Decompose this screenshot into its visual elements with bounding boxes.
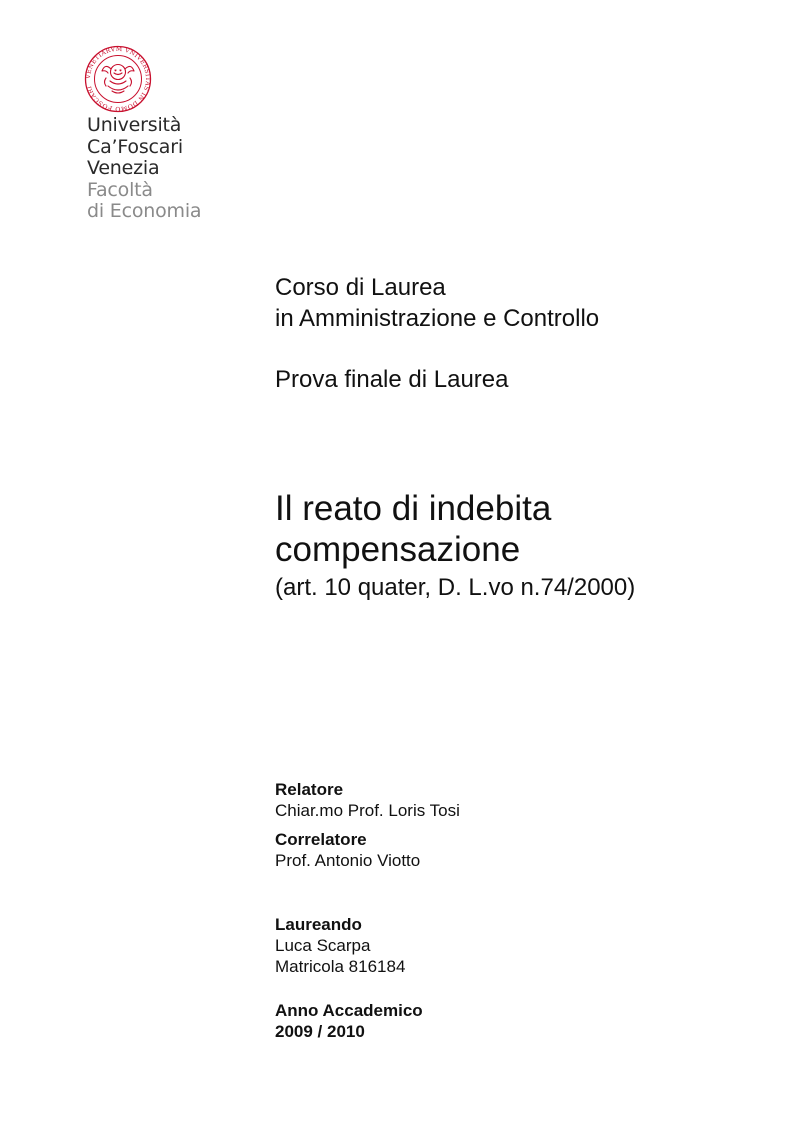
course-line-1: Corso di Laurea bbox=[275, 274, 446, 301]
university-line-1: Università bbox=[87, 114, 182, 136]
correlatore-name: Prof. Antonio Viotto bbox=[275, 851, 421, 870]
thesis-subtitle: (art. 10 quater, D. L.vo n.74/2000) bbox=[275, 574, 636, 601]
relatore-label: Relatore bbox=[275, 780, 344, 799]
thesis-title bbox=[275, 488, 551, 570]
anno-label: Anno Accademico bbox=[275, 1001, 423, 1020]
laureando-block bbox=[275, 914, 405, 977]
university-line-2: Ca’Foscari bbox=[87, 135, 183, 158]
correlatore-label: Correlatore bbox=[275, 830, 367, 849]
university-seal-icon bbox=[84, 45, 152, 113]
prova-finale: Prova finale di Laurea bbox=[275, 366, 509, 393]
relatore-name: Chiar.mo Prof. Loris Tosi bbox=[275, 801, 460, 820]
seal-text: VENETIARVM VNIVERSITAS IN DOMO FOSCARI bbox=[84, 45, 152, 113]
anno-value: 2009 / 2010 bbox=[275, 1022, 365, 1041]
thesis-title-line-2: compensazione bbox=[275, 530, 521, 569]
relatore-block bbox=[275, 779, 460, 821]
laureando-label: Laureando bbox=[275, 915, 362, 934]
university-line-3: Venezia bbox=[87, 157, 160, 179]
course-block bbox=[275, 272, 599, 334]
laureando-matricola: Matricola 816184 bbox=[275, 957, 406, 976]
thesis-title-line-1: Il reato di indebita bbox=[275, 489, 552, 528]
laureando-name: Luca Scarpa bbox=[275, 936, 371, 955]
faculty-line-2: di Economia bbox=[87, 200, 202, 222]
anno-block bbox=[275, 1000, 423, 1042]
university-name bbox=[87, 115, 201, 223]
correlatore-block bbox=[275, 829, 420, 871]
faculty-line-1: Facoltà bbox=[87, 178, 153, 201]
course-line-2: in Amministrazione e Controllo bbox=[275, 305, 600, 332]
